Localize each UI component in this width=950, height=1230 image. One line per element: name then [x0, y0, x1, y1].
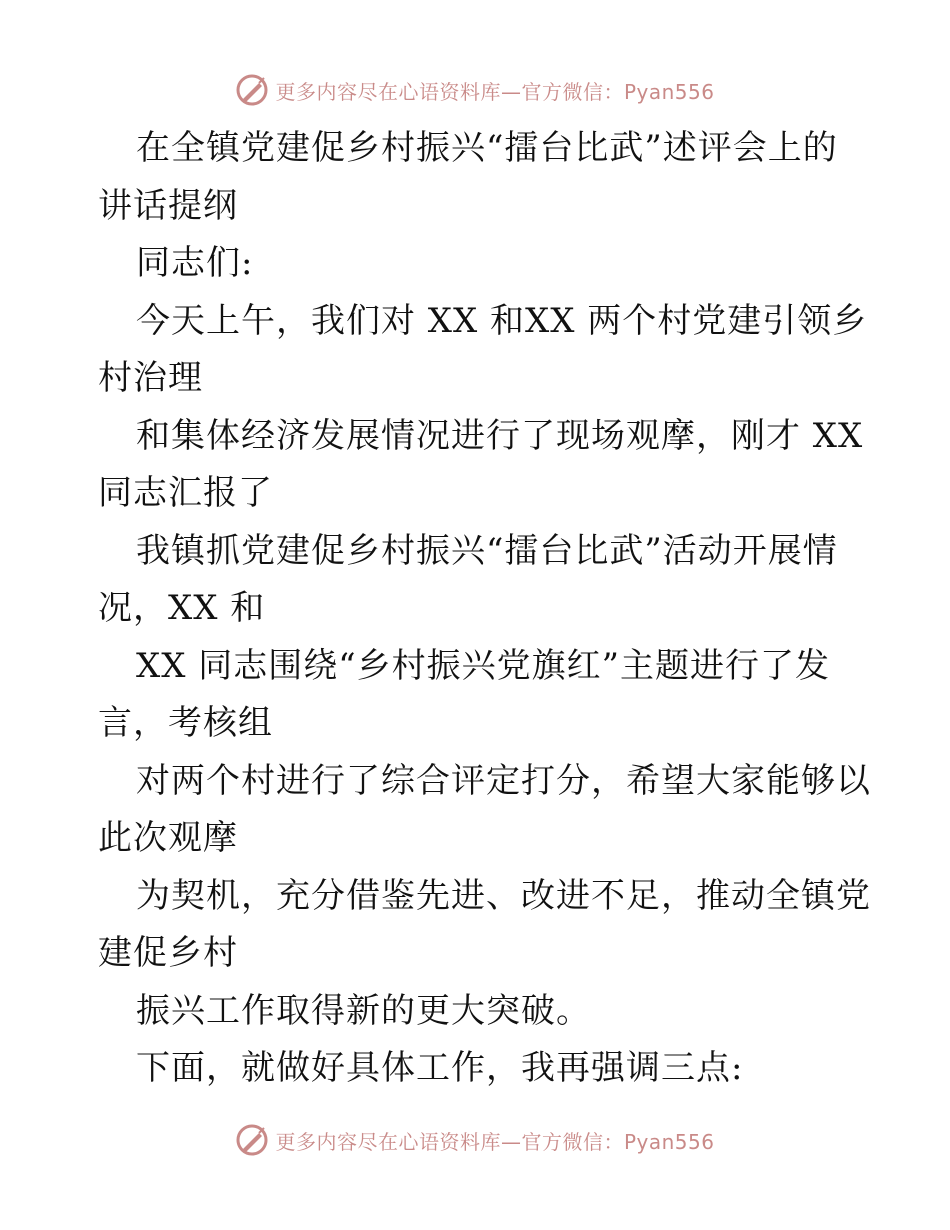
paragraph-line: 下面，就做好具体工作，我再强调三点:: [136, 1048, 744, 1088]
document-body: [98, 120, 871, 1098]
paragraph-line: 对两个村进行了综合评定打分，希望大家能够以: [136, 760, 871, 801]
paragraph-line: 我镇抓党建促乡村振兴“擂台比武”活动开展情: [136, 530, 838, 571]
paragraph-line: 同志们:: [136, 243, 254, 283]
paragraph-line: 振兴工作取得新的更大突破。: [136, 990, 591, 1031]
paragraph-line: 况，XX 和: [98, 588, 266, 628]
paragraph-line: 为契机，充分借鉴先进、改进不足，推动全镇党: [136, 875, 871, 916]
paragraph-line: 村治理: [98, 358, 203, 398]
watermark-bottom: [0, 1120, 950, 1160]
paragraph-line: 同志汇报了: [98, 473, 273, 513]
paragraph-line: 言，考核组: [98, 703, 273, 743]
pen-logo-icon: [235, 73, 269, 107]
watermark-text: 更多内容尽在心语资料库—官方微信：Pyan556: [275, 79, 715, 104]
paragraph-line: 建促乡村: [98, 933, 238, 973]
paragraph-line: 在全镇党建促乡村振兴“擂台比武”述评会上的: [136, 128, 838, 168]
watermark-top: [0, 70, 950, 110]
paragraph-line: 此次观摩: [98, 818, 238, 858]
paragraph-line: 讲话提纲: [98, 185, 238, 226]
pen-logo-icon: [235, 1123, 269, 1157]
paragraph-line: 和集体经济发展情况进行了现场观摩，刚才 XX: [136, 415, 864, 456]
watermark-text: 更多内容尽在心语资料库—官方微信：Pyan556: [275, 1129, 715, 1154]
paragraph-line: XX 同志围绕“乡村振兴党旗红”主题进行了发: [136, 645, 830, 686]
paragraph-line: 今天上午，我们对 XX 和XX 两个村党建引领乡: [136, 300, 868, 341]
